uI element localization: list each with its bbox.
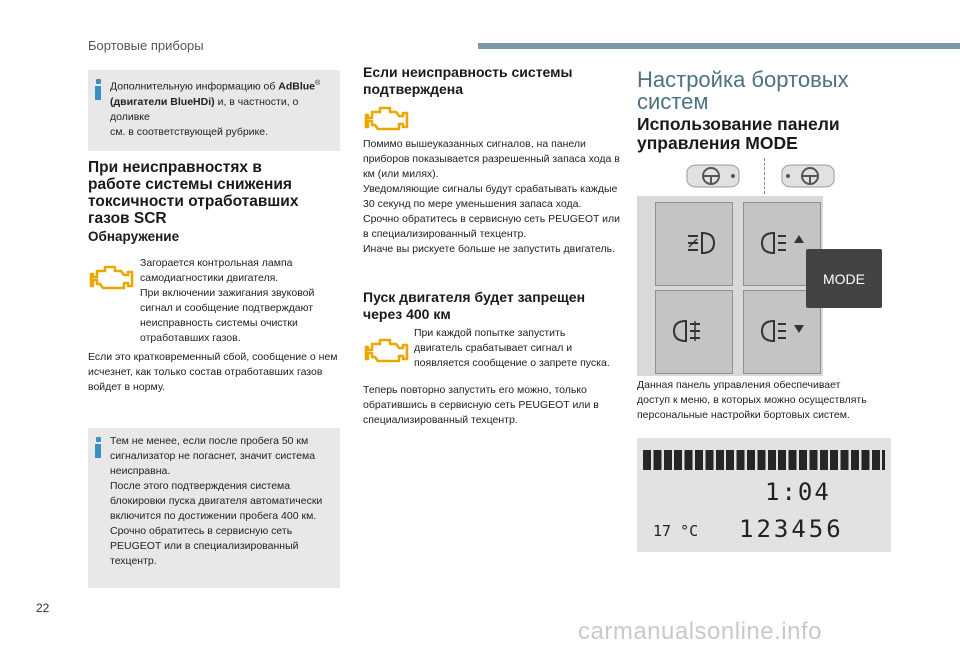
engine-warning-icon [363, 101, 411, 137]
lcd-display [637, 438, 891, 552]
detection-text: Загорается контрольная лампа самодиагностики двигателя. При включении зажигания звуковой сигнал и сообщение подтверждают неисправность системы очистки отработавших газов. [140, 257, 315, 344]
steering-wheel-icon [778, 161, 838, 191]
watermark: carmanualsonline.info [578, 618, 822, 645]
engine-warning-icon [88, 260, 136, 296]
rear-fog-button-bottom[interactable] [655, 290, 733, 374]
rear-fog-icon [656, 203, 732, 285]
section-title-start-blocked: Пуск двигателя будет запрещен через 400 км [363, 289, 586, 322]
section-title-confirmed: Если неисправность системы подтверждена [363, 64, 573, 97]
chapter-title: Настройка бортовых систем [637, 67, 849, 114]
short-fail-text: Если это кратковременный сбой, сообщение о нем исчезнет, как только состав отработавших газов войдет в норму. [88, 351, 338, 393]
lcd-odometer: 123456 [739, 515, 844, 543]
lcd-dot-matrix [643, 450, 885, 470]
info-icon [95, 437, 101, 458]
running-header: Бортовые приборы [88, 38, 204, 53]
info-adblue-text: Дополнительную информацию об AdBlue® (двигатели BlueHDi) и, в частности, о доливке см. в соответствующей рубрике. [110, 80, 321, 138]
restart-text: Теперь повторно запустить его можно, только обратившись в сервисную сеть PEUGEOT или в специализированный техцентр. [363, 384, 599, 426]
lcd-temperature: 17 °C [653, 522, 699, 540]
page-number: 22 [36, 601, 50, 615]
mode-button[interactable]: MODE [806, 249, 882, 308]
confirmed-text: Помимо вышеуказанных сигналов, на панели приборов показывается разрешенный запаса хода в км (или милях). Уведомляющие сигналы будут срабатывать каждые 30 секунд по мере уменьшения запаса хода. Срочно обратитесь в сервисную сеть PEUGEOT или в специализированный техцентр. Иначе вы рискуете больше не запустить двигатель. [363, 138, 621, 255]
header-bar [478, 43, 960, 49]
info-box-adblue [88, 70, 340, 151]
section-title-scr: При неисправностях в работе системы снижения токсичности отработавших газов SCR [88, 159, 299, 227]
mode-section-title: Использование панели управления MODE [637, 114, 840, 153]
rear-fog-icon [656, 291, 732, 373]
panel-divider [764, 158, 765, 194]
info-50km-text: Тем не менее, если после пробега 50 км сигнализатор не погаснет, значит система неисправна. После этого подтверждения система блокировки пуска двигателя автоматически включится по достижении пробега 400 км. Срочно обратитесь в сервисную сеть PEUGEOT или в специализированный техцентр. [110, 435, 323, 567]
subtitle-detection: Обнаружение [88, 229, 180, 244]
lcd-time: 1:04 [765, 478, 831, 506]
info-icon [95, 79, 101, 100]
steering-wheel-icon [683, 161, 743, 191]
info-box-50km [88, 428, 340, 588]
mode-description: Данная панель управления обеспечивает доступ к меню, в которых можно осуществлять персональные настройки бортовых систем. [637, 379, 867, 421]
rear-fog-button-top[interactable] [655, 202, 733, 286]
control-panel [637, 196, 823, 376]
start-blocked-text: При каждой попытке запустить двигатель срабатывает сигнал и появляется сообщение о запрете пуска. [414, 327, 610, 369]
engine-warning-icon [363, 333, 411, 369]
